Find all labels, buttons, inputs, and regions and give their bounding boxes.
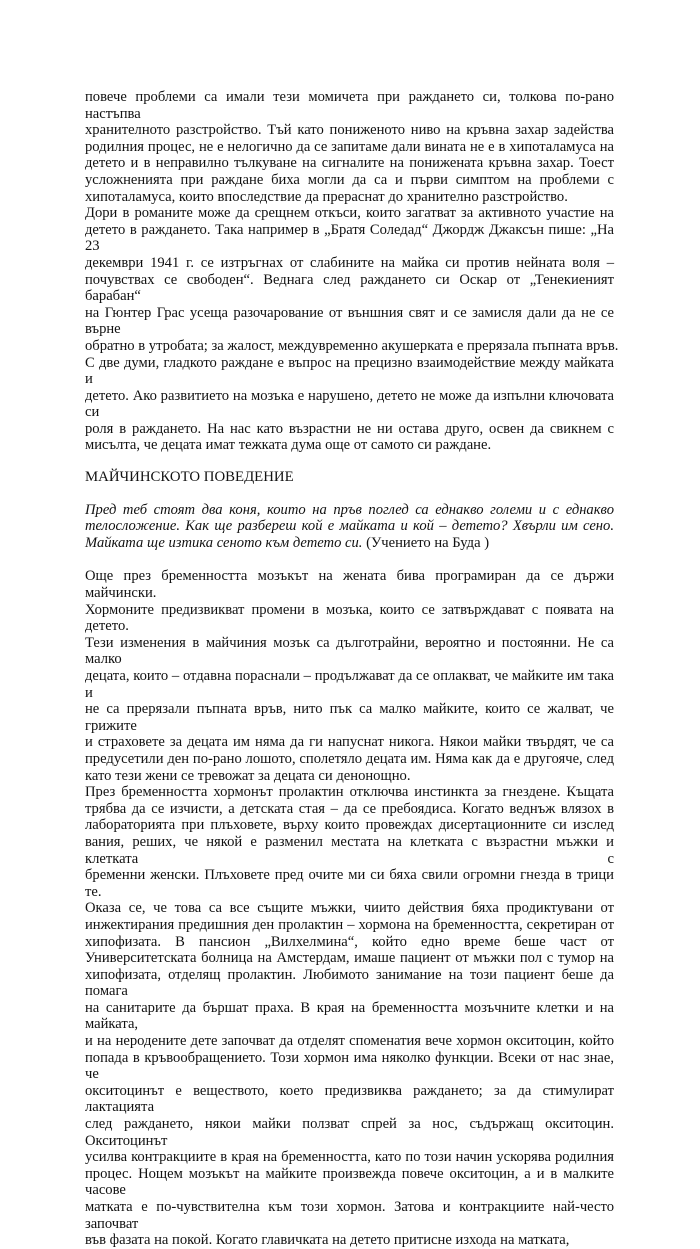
text-line: хранителното разстройство. Тъй като пониженото ниво на кръвна захар задейства xyxy=(85,122,614,139)
epigraph-quote xyxy=(85,502,614,552)
text-line: на санитарите да бършат праха. В края на бременността мозъчните клетки и на майката, xyxy=(85,999,614,1033)
text-line: роля в раждането. На нас като възрастни не ни остава друго, освен да свикнем с xyxy=(85,420,614,437)
quote-line: телосложение. Как ще разбереш кой е майката и кой – детето? Хвърли им сено. xyxy=(85,518,614,535)
paragraph xyxy=(85,355,614,455)
text-line: детето в раждането. Така например в „Братя Соледад“ Джордж Джаксън пише: „На 23 xyxy=(85,221,614,255)
text-line: усложненията при раждане биха могли да са и първи симптом на проблеми с xyxy=(85,171,614,188)
body-text-bottom xyxy=(85,568,614,1248)
text-line: след раждането, някои майки ползват спрей за нос, съдържащ окситоцин. Окситоцинът xyxy=(85,1116,614,1149)
text-line: във фазата на покой. Когато главичката на детето притисне изхода на матката, xyxy=(85,1232,570,1249)
body-text-top xyxy=(85,89,619,454)
text-line: процес. Нощем мозъкът на майките произвежда повече окситоцин, а и в малките часове xyxy=(85,1165,614,1199)
quote-attribution: (Учението на Буда ) xyxy=(366,534,490,551)
text-line: като тези жени се тревожат за децата си денонощно. xyxy=(85,767,411,784)
text-line: детето и в неправилно тълкуване на сигналите на понижената кръвна захар. Тоест xyxy=(85,155,614,172)
text-line: Университетската болница на Амстердам, имаше пациент от мъжки пол с тумор на xyxy=(85,950,614,967)
text-line: и страховете за децата им няма да ги напуснат никога. Някои майки твърдят, че са xyxy=(85,734,614,751)
text-line: предусетили ден по-рано лошото, сполетяло децата им. Няма как да е другояче, след xyxy=(85,750,614,767)
text-line: хипофизата. В пансион „Вилхелмина“, който едно време беше част от xyxy=(85,933,614,950)
text-line: Още през бременността мозъкът на жената бива програмиран да се държи майчински. xyxy=(85,568,614,602)
text-line: хипофизата, отделящ пролактин. Любимото занимание на този пациент беше да помага xyxy=(85,966,614,1000)
text-line: Тези изменения в майчиния мозък са дълготрайни, вероятно и постоянни. Не са малко xyxy=(85,634,614,668)
text-line: бременни женски. Плъховете пред очите ми си бяха свили огромни гнезда в трици те. xyxy=(85,867,614,900)
text-line: Хормоните предизвикват промени в мозъка, които се затвърждават с появата на детето. xyxy=(85,601,614,635)
text-line: не са прерязали пъпната връв, нито пък са малко майките, които се жалват, че грижите xyxy=(85,701,614,734)
text-line: попада в кръвообращението. Този хормон има няколко функции. Всеки от нас знае, че xyxy=(85,1049,614,1083)
text-line: С две думи, гладкото раждане е въпрос на прецизно взаимодействие между майката и xyxy=(85,354,614,388)
text-line: мисълта, че децата имат тежката дума още от самото си раждане. xyxy=(85,437,492,454)
section-heading: МАЙЧИНСКОТО ПОВЕДЕНИЕ xyxy=(85,469,294,486)
text-line: детето. Ако развитието на мозъка е нарушено, детето не може да изпълни ключовата си xyxy=(85,387,614,421)
text-line: и на неродените дете започват да отделят споменатия вече хормон окситоцин, който xyxy=(85,1033,614,1050)
text-line: усилва контракциите в края на бременността, като по този начин ускорява родилния xyxy=(85,1149,614,1166)
quote-line: Пред теб стоят два коня, които на пръв поглед са еднакво големи и с еднакво xyxy=(85,501,614,518)
text-line: матката е по-чувствителна към този хормон. Затова и контракциите най-често започват xyxy=(85,1199,614,1232)
text-line: обратно в утробата; за жалост, междувременно акушерката е прерязала пъпната връв. xyxy=(85,337,619,354)
text-line: повече проблеми са имали тези момичета при раждането си, толкова по-рано настъпва xyxy=(85,89,614,122)
quote-line xyxy=(85,535,614,552)
paragraph xyxy=(85,784,614,1249)
text-line: лабораторията при плъховете, върху които провеждах дисертационните си изслед xyxy=(85,817,614,834)
text-line: декември 1941 г. се изтръгнах от слабините на майка си против нейната воля – xyxy=(85,254,614,271)
text-line: почувствах се свободен“. Веднага след раждането си Оскар от „Тенекиеният барабан“ xyxy=(85,271,614,305)
text-line: вания, реших, че някой е разменил местата на клетката с възрастни мъжки и клетката с xyxy=(85,833,614,867)
text-line: хипоталамуса, които впоследствие да прераснат до хранително разстройство. xyxy=(85,188,568,205)
text-line: родилния процес, не е нелогично да се запитаме дали вината не е в хипоталамуса на xyxy=(85,138,614,155)
text-line: Оказа се, че това са все същите мъжки, чиито действия бяха продиктувани от xyxy=(85,900,614,917)
text-line: на Гюнтер Грас усеща разочарование от външния свят и се замисля дали да не се върне xyxy=(85,304,614,338)
text-line: трябва да се изчисти, а детската стая – да се пребоядиса. Когато веднъж влязох в xyxy=(85,800,614,817)
text-line: инжектирания предишния ден пролактин – хормона на бременността, секретиран от xyxy=(85,916,614,933)
text-line: децата, които – отдавна пораснали – продължават да се оплакват, че майките им така и xyxy=(85,668,614,701)
text-line: окситоцинът е веществото, което предизвиква раждането; за да стимулират лактацията xyxy=(85,1082,614,1116)
paragraph xyxy=(85,89,614,205)
text-line: Дори в романите може да срещнем откъси, които загатват за активното участие на xyxy=(85,205,614,222)
text-line: През бременността хормонът пролактин отключва инстинкта за гнездене. Къщата xyxy=(85,784,614,801)
paragraph xyxy=(85,568,614,784)
paragraph xyxy=(85,205,619,354)
quote-text: Майката ще изтика сеното към детето си. xyxy=(85,534,363,551)
